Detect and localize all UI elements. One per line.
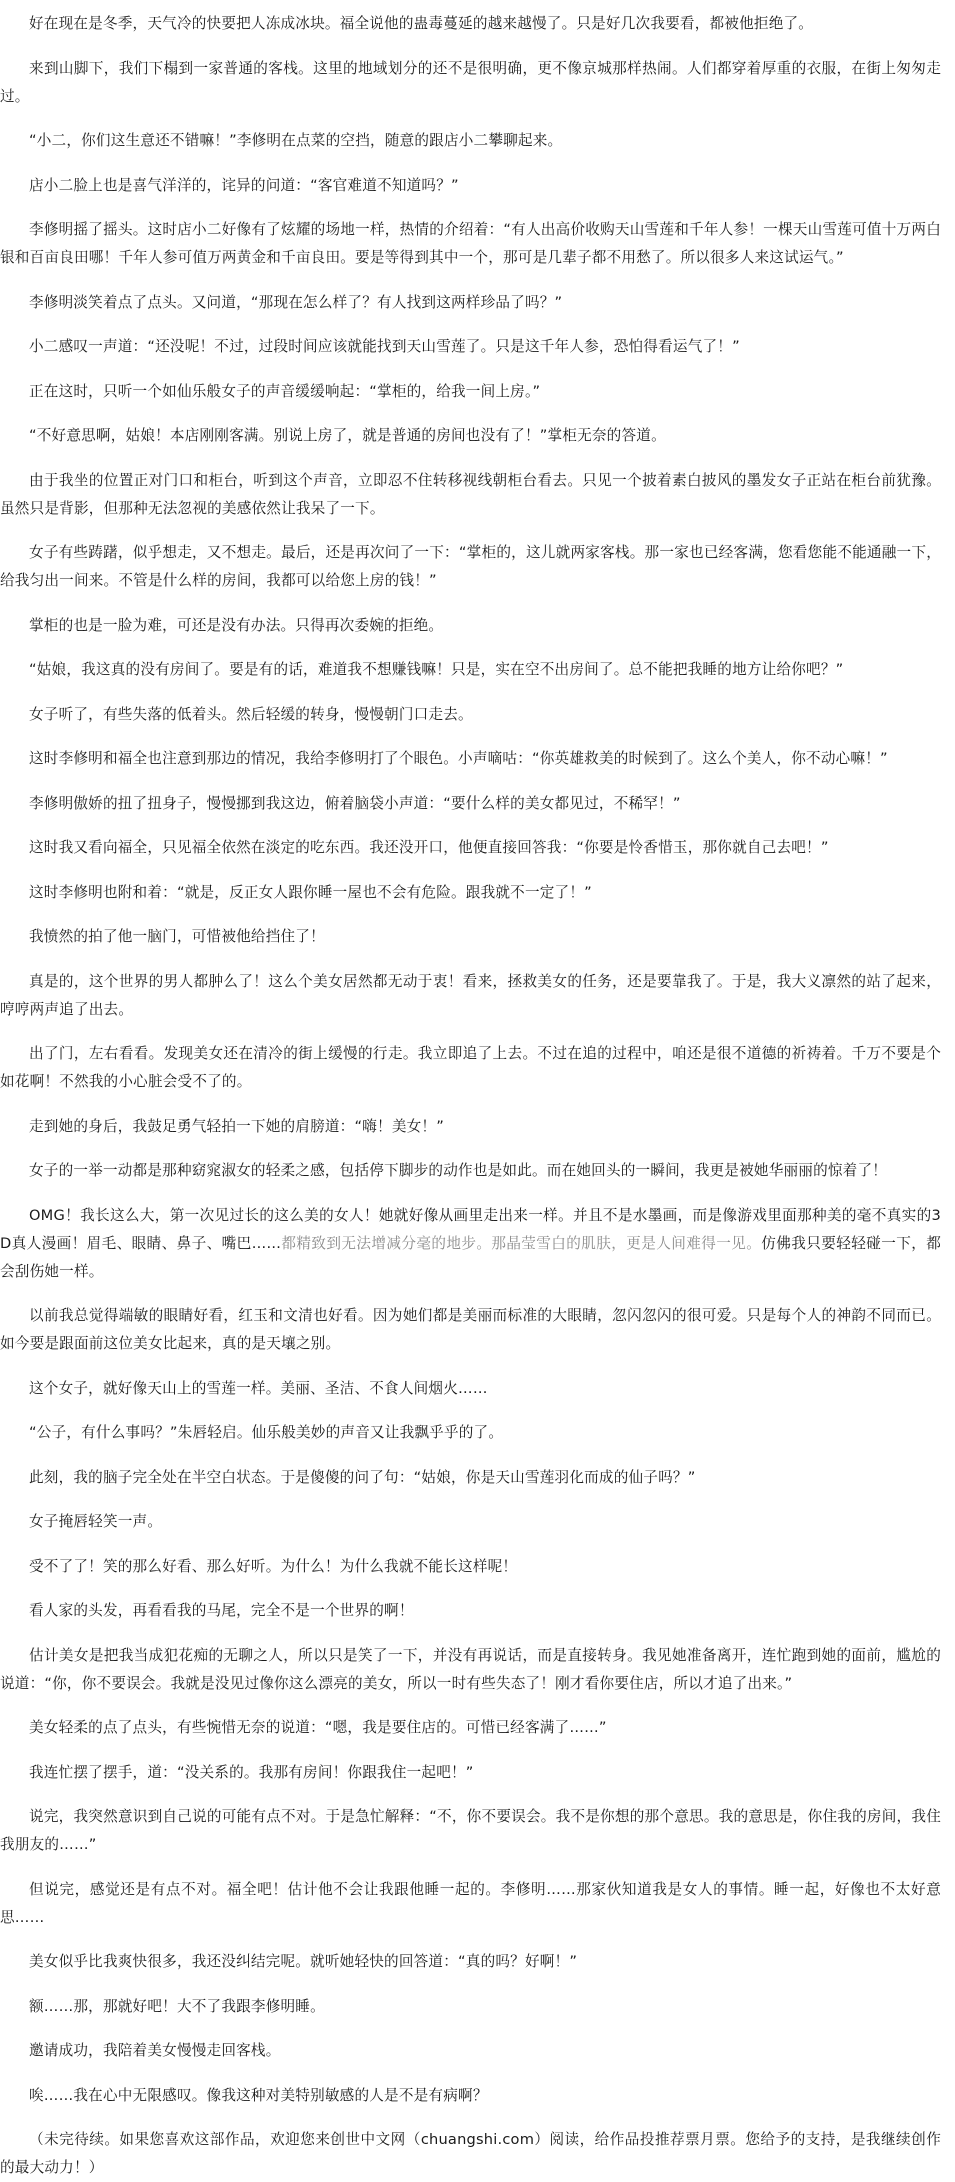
story-paragraph: 来到山脚下，我们下榻到一家普通的客栈。这里的地域划分的还不是很明确，更不像京城那样热闹。人们都穿着厚重的衣服，在街上匆匆走过。 bbox=[0, 59, 941, 105]
story-paragraph: “公子，有什么事吗？”朱唇轻启。仙乐般美妙的声音又让我飘乎乎的了。 bbox=[29, 1424, 504, 1441]
story-paragraph: 我连忙摆了摆手，道：“没关系的。我那有房间！你跟我住一起吧！” bbox=[29, 1763, 474, 1781]
story-paragraph: 受不了了！笑的那么好看、那么好听。为什么！为什么我就不能长这样呢！ bbox=[29, 1557, 518, 1575]
story-paragraph: 这时李修明也附和着：“就是，反正女人跟你睡一屋也不会有危险。跟我就不一定了！” bbox=[29, 883, 592, 901]
story-paragraph: 说完，我突然意识到自己说的可能有点不对。于是急忙解释：“不，你不要误会。我不是你想的那个意思。我的意思是，你住我的房间，我住我朋友的……” bbox=[0, 1808, 941, 1853]
paragraph-faded-text: 都精致到无法增减分毫的地步。那晶莹雪白的肌肤，更是人间难得一见。 bbox=[281, 1234, 762, 1252]
story-paragraph: 好在现在是冬季，天气冷的快要把人冻成冰块。福全说他的蛊毒蔓延的越来越慢了。只是好几次我要看，都被他拒绝了。 bbox=[29, 15, 814, 32]
story-paragraph: 这时我又看向福全，只见福全依然在淡定的吃东西。我还没开口，他便直接回答我：“你要是怜香惜玉，那你就自己去吧！” bbox=[29, 839, 829, 856]
author-note-paragraph: （未完待续。如果您喜欢这部作品，欢迎您来创世中文网（chuangshi.com）阅读，给作品投推荐票月票。您给予的支持，是我继续创作的最大动力！） bbox=[0, 2131, 941, 2176]
story-paragraph: 小二感叹一声道：“还没呢！不过，过段时间应该就能找到天山雪莲了。只是这千年人参，恐怕得看运气了！” bbox=[29, 338, 740, 355]
story-paragraph: 真是的，这个世界的男人都肿么了！这么个美女居然都无动于衷！看来，拯救美女的任务，还是要靠我了。于是，我大义凛然的站了起来，哼哼两声追了出去。 bbox=[0, 972, 941, 1018]
story-paragraph: 李修明傲娇的扭了扭身子，慢慢挪到我这边，俯着脑袋小声道：“要什么样的美女都见过，不稀罕！” bbox=[29, 794, 681, 812]
story-paragraph: 女子听了，有些失落的低着头。然后轻缓的转身，慢慢朝门口走去。 bbox=[29, 705, 473, 723]
paragraph-text: OMG！我长这么大，第一次见过长的这么美的女人！她就好像从画里走出来一样。并且不是水墨画，而是像游戏里面那种美的毫不真实的3D真人漫画！眉毛、眼睛、鼻子、嘴巴…… bbox=[0, 1206, 941, 1252]
paragraph-text-tail: 仿佛我只要轻轻碰一下，都会刮伤她一样。 bbox=[0, 1234, 941, 1280]
story-paragraph: 女子有些踌躇，似乎想走，又不想走。最后，还是再次问了一下：“掌柜的，这儿就两家客栈。那一家也已经客满，您看您能不能通融一下，给我匀出一间来。不管是什么样的房间，我都可以给您上房的钱！” bbox=[0, 544, 941, 589]
story-paragraph: 看人家的头发，再看看我的马尾，完全不是一个世界的啊！ bbox=[29, 1602, 414, 1619]
story-paragraph: 但说完，感觉还是有点不对。福全吧！估计他不会让我跟他睡一起的。李修明……那家伙知道我是女人的事情。睡一起，好像也不太好意思…… bbox=[0, 1880, 941, 1926]
story-paragraph: 此刻，我的脑子完全处在半空白状态。于是傻傻的问了句：“姑娘，你是天山雪莲羽化而成的仙子吗？” bbox=[29, 1468, 696, 1486]
story-paragraph: 估计美女是把我当成犯花痴的无聊之人，所以只是笑了一下，并没有再说话，而是直接转身。我见她准备离开，连忙跑到她的面前，尴尬的说道：“你，你不要误会。我就是没见过像你这么漂亮的美女，所以一时有些失态了！刚才看你要住店，所以才追了出来。” bbox=[0, 1646, 941, 1692]
story-paragraph: 这时李修明和福全也注意到那边的情况，我给李修明打了个眼色。小声嘀咕：“你英雄救美的时候到了。这么个美人，你不动心嘛！” bbox=[29, 750, 888, 767]
story-paragraph bbox=[0, 1202, 941, 1286]
story-paragraph: 美女似乎比我爽快很多，我还没纠结完呢。就听她轻快的回答道：“真的吗？好啊！” bbox=[29, 1953, 578, 1970]
story-paragraph: 正在这时，只听一个如仙乐般女子的声音缓缓响起：“掌柜的，给我一间上房。” bbox=[29, 382, 541, 400]
story-paragraph: 李修明淡笑着点了点头。又问道，“那现在怎么样了？有人找到这两样珍品了吗？” bbox=[29, 293, 563, 311]
story-paragraph: 这个女子，就好像天山上的雪莲一样。美丽、圣洁、不食人间烟火…… bbox=[29, 1379, 488, 1397]
story-paragraph: “姑娘，我这真的没有房间了。要是有的话，难道我不想赚钱嘛！只是，实在空不出房间了。总不能把我睡的地方让给你吧？” bbox=[29, 661, 844, 678]
story-paragraph: 唉……我在心中无限感叹。像我这种对美特别敏感的人是不是有病啊？ bbox=[29, 2086, 488, 2104]
story-paragraph: 我愤然的拍了他一脑门，可惜被他给挡住了！ bbox=[29, 928, 325, 945]
story-paragraph: 邀请成功，我陪着美女慢慢走回客栈。 bbox=[29, 2042, 281, 2059]
story-paragraph: 女子掩唇轻笑一声。 bbox=[29, 1513, 163, 1530]
story-paragraph: 走到她的身后，我鼓足勇气轻拍一下她的肩膀道：“嗨！美女！” bbox=[29, 1117, 444, 1135]
story-paragraph: 出了门，左右看看。发现美女还在清冷的街上缓慢的行走。我立即追了上去。不过在追的过程中，咱还是很不道德的祈祷着。千万不要是个如花啊！不然我的小心脏会受不了的。 bbox=[0, 1045, 941, 1090]
story-paragraph: 美女轻柔的点了点头，有些惋惜无奈的说道：“嗯，我是要住店的。可惜已经客满了……” bbox=[29, 1719, 607, 1736]
story-paragraph: 店小二脸上也是喜气洋洋的，诧异的问道：“客官难道不知道吗？” bbox=[29, 176, 459, 194]
story-paragraph: 掌柜的也是一脸为难，可还是没有办法。只得再次委婉的拒绝。 bbox=[29, 616, 444, 634]
story-paragraph: 以前我总觉得端敏的眼睛好看，红玉和文清也好看。因为她们都是美丽而标准的大眼睛，忽闪忽闪的很可爱。只是每个人的神韵不同而已。如今要是跟面前这位美女比起来，真的是天壤之别。 bbox=[0, 1307, 941, 1352]
story-paragraph: “小二，你们这生意还不错嘛！”李修明在点菜的空挡，随意的跟店小二攀聊起来。 bbox=[29, 132, 563, 149]
story-paragraph: “不好意思啊，姑娘！本店刚刚客满。别说上房了，就是普通的房间也没有了！”掌柜无奈的答道。 bbox=[29, 427, 666, 444]
story-paragraph: 额……那，那就好吧！大不了我跟李修明睡。 bbox=[29, 1997, 325, 2015]
story-paragraph: 李修明摇了摇头。这时店小二好像有了炫耀的场地一样，热情的介绍着：“有人出高价收购天山雪莲和千年人参！一棵天山雪莲可值十万两白银和百亩良田哪！千年人参可值万两黄金和千亩良田。要是等得到其中一个，那可是几辈子都不用愁了。所以很多人来这试运气。” bbox=[0, 221, 941, 266]
story-paragraph: 女子的一举一动都是那种窈窕淑女的轻柔之感，包括停下脚步的动作也是如此。而在她回头的一瞬间，我更是被她华丽丽的惊着了！ bbox=[29, 1162, 888, 1179]
story-paragraph: 由于我坐的位置正对门口和柜台，听到这个声音，立即忍不住转移视线朝柜台看去。只见一个披着素白披风的墨发女子正站在柜台前犹豫。虽然只是背影，但那种无法忽视的美感依然让我呆了一下。 bbox=[0, 471, 941, 517]
